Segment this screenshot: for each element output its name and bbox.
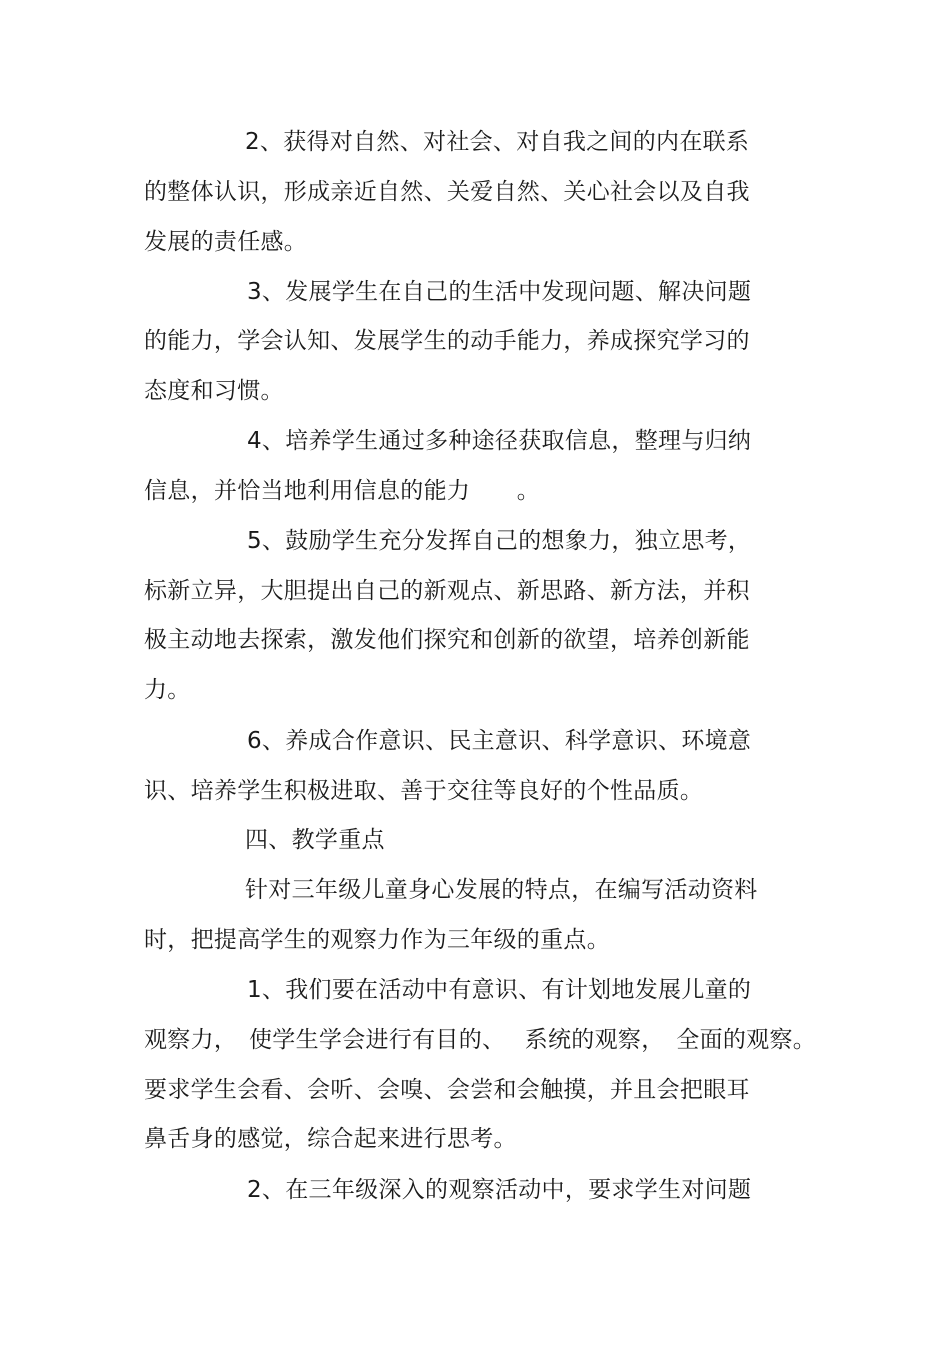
section-intro-line-1: 针对三年级儿童身心发展的特点，在编写活动资料 xyxy=(245,877,758,903)
point-1-line-4: 鼻舌身的感觉，综合起来进行思考。 xyxy=(144,1126,517,1152)
item-2-line-3: 发展的责任感。 xyxy=(144,229,308,255)
section-heading: 四、教学重点 xyxy=(245,827,385,853)
item-4-line-1: 4、培养学生通过多种途径获取信息，整理与归纳 xyxy=(247,428,752,454)
item-2-line-2: 的整体认识，形成亲近自然、关爱自然、关心社会以及自我 xyxy=(144,179,750,205)
item-5-line-1: 5、鼓励学生充分发挥自己的想象力，独立思考， xyxy=(247,528,752,554)
point-2-line-1: 2、在三年级深入的观察活动中，要求学生对问题 xyxy=(247,1177,752,1203)
item-6-line-2: 识、培养学生积极进取、善于交往等良好的个性品质。 xyxy=(144,778,704,804)
item-3-line-1: 3、发展学生在自己的生活中发现问题、解决问题 xyxy=(247,279,752,305)
section-intro-line-2: 时，把提高学生的观察力作为三年级的重点。 xyxy=(144,927,610,953)
item-4-line-2: 信息，并恰当地利用信息的能力 。 xyxy=(144,478,541,504)
item-2-line-1: 2、获得对自然、对社会、对自我之间的内在联系 xyxy=(245,129,750,155)
item-3-line-2: 的能力，学会认知、发展学生的动手能力，养成探究学习的 xyxy=(144,328,750,354)
point-1-line-3: 要求学生会看、会听、会嗅、会尝和会触摸，并且会把眼耳 xyxy=(144,1077,750,1103)
item-5-line-2: 标新立异，大胆提出自己的新观点、新思路、新方法，并积 xyxy=(144,578,750,604)
item-6-line-1: 6、养成合作意识、民主意识、科学意识、环境意 xyxy=(247,728,752,754)
item-3-line-3: 态度和习惯。 xyxy=(144,378,284,404)
point-1-line-2: 观察力， 使学生学会进行有目的、 系统的观察， 全面的观察。 xyxy=(144,1027,817,1053)
item-5-line-4: 力。 xyxy=(144,677,191,703)
item-5-line-3: 极主动地去探索，激发他们探究和创新的欲望，培养创新能 xyxy=(144,627,750,653)
point-1-line-1: 1、我们要在活动中有意识、有计划地发展儿童的 xyxy=(247,977,752,1003)
